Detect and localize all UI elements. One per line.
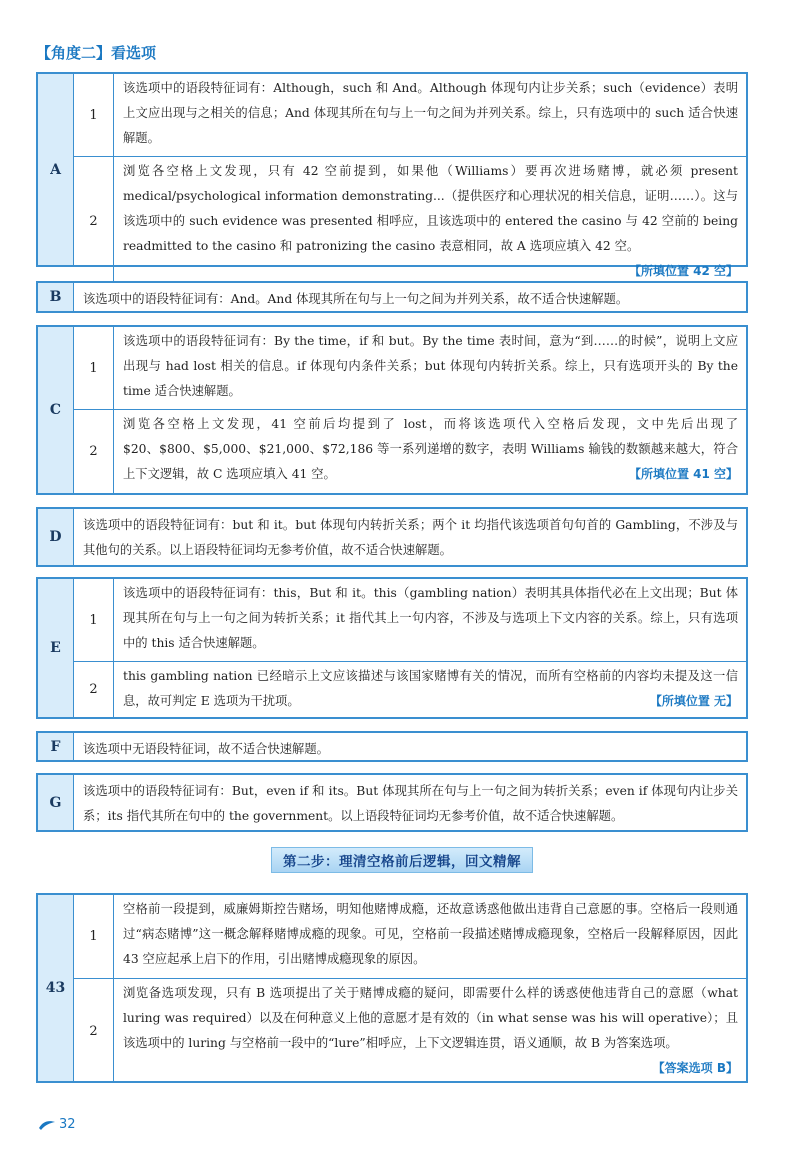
- analysis-row: [74, 579, 746, 661]
- option-letter: D: [38, 509, 74, 565]
- option-block-b: [36, 281, 748, 313]
- row-text: 该选项中的语段特征词有：But，even if 和 its。But 体现其所在句与上一句之间为转折关系；even if 体现句内让步关系；its 指代其所在句中的 the government。以上语段特征词均无参考价值，故不适合快速解题。: [83, 784, 738, 823]
- option-block-f: [36, 731, 748, 762]
- option-letter: E: [38, 579, 74, 717]
- blank-number-label: 43: [38, 895, 74, 1081]
- row-number: 1: [74, 579, 114, 661]
- row-number: 1: [74, 895, 114, 978]
- row-body: 浏览备选项发现，只有 B 选项提出了关于赌博成瘾的疑问，即需要什么样的诱惑使他违背自己的意愿（what luring was required）以及在何种意义上他的意愿才是有效的（in what sense was his will operative）；且该选项中的 luring 与空格前一段中的“lure”相呼应，上下文逻辑连贯，语义通顺，故 B 为答案选项。: [123, 986, 738, 1050]
- row-text: 该选项中的语段特征词有：Although，such 和 And。Although 体现句内让步关系；such（evidence）表明上文应出现与之相关的信息；And 体现其所在句与上一句之间为并列关系。综上，只有选项中的 such 适合快速解题。: [123, 81, 738, 145]
- fill-position-tag: 【所填位置 42 空】: [628, 264, 738, 278]
- row-text: [114, 979, 746, 1083]
- row-number: 1: [74, 327, 114, 409]
- fill-position-tag: 【所填位置 无】: [649, 694, 738, 708]
- page-number-text: 32: [59, 1117, 76, 1132]
- page-number: [38, 1117, 76, 1132]
- option-block-d: [36, 507, 748, 567]
- analysis-row: [74, 978, 746, 1083]
- swoosh-icon: [38, 1119, 56, 1131]
- row-body: 浏览各空格上文发现，41 空前后均提到了 lost，而将该选项代入空格后发现，文中先后出现了 $20、$800、$5,000、$21,000、$72,186 等一系列递增的数字，表明 Williams 输钱的数额越来越大，符合上下文逻辑，故 C 选项应填入 41 空。: [123, 417, 738, 481]
- analysis-row: [74, 895, 746, 978]
- row-number: 2: [74, 979, 114, 1083]
- analysis-row: [74, 409, 746, 493]
- row-text: 空格前一段提到，威廉姆斯控告赌场，明知他赌博成瘾，还故意诱惑他做出违背自己意愿的事。空格后一段则通过“病态赌博”这一概念解释赌博成瘾的现象。可见，空格前一段描述赌博成瘾现象，空格后一段解释原因，因此 43 空应起承上启下的作用，引出赌博成瘾现象的原因。: [123, 902, 738, 966]
- analysis-row: [74, 156, 746, 286]
- row-text: 该选项中无语段特征词，故不适合快速解题。: [83, 742, 329, 756]
- row-text: 该选项中的语段特征词有：but 和 it。but 体现句内转折关系；两个 it 均指代该选项首句句首的 Gambling，不涉及与其他句的关系。以上语段特征词均无参考价值，故不适合快速解题。: [83, 518, 738, 557]
- row-text: 该选项中的语段特征词有：By the time，if 和 but。By the time 表时间，意为“到……的时候”，说明上文应出现与 had lost 相关的信息。if 体现句内条件关系；but 体现句内转折关系。综上，只有选项开头的 By the time 适合快速解题。: [123, 334, 738, 398]
- analysis-row: [74, 74, 746, 156]
- row-text: 该选项中的语段特征词有：And。And 体现其所在句与上一句之间为并列关系，故不适合快速解题。: [83, 292, 629, 306]
- row-body: 浏览各空格上文发现，只有 42 空前提到，如果他（Williams）要再次进场赌博，就必须 present medical/psychological information demonstrating...（提供医疗和心理状况的相关信息，证明……）。这与该选项中的 such evidence was presented 相呼应，且该选项中的 entered the casino 与 42 空前的 being readmitted to the casino 和 patronizing the casino 表意相同，故 A 选项应填入 42 空。: [123, 164, 738, 253]
- row-text: [114, 157, 746, 286]
- option-block-g: [36, 773, 748, 832]
- row-text: [114, 410, 746, 493]
- answer-option-tag: 【答案选项 B】: [652, 1061, 738, 1075]
- option-block-a: [36, 72, 748, 278]
- answer-block-43: [36, 893, 748, 1083]
- option-block-c: [36, 325, 748, 495]
- option-letter: C: [38, 327, 74, 493]
- option-block-e: [36, 577, 748, 719]
- section-heading: 【角度二】看选项: [36, 44, 157, 62]
- row-text: 该选项中的语段特征词有：this，But 和 it。this（gambling nation）表明其具体指代必在上文出现；But 体现其所在句与上一句之间为转折关系；it 指代其上一句内容，不涉及与选项上下文内容的关系。综上，只有选项中的 this 适合快速解题。: [123, 586, 738, 650]
- row-number: 2: [74, 157, 114, 286]
- analysis-row: [74, 661, 746, 717]
- option-letter: F: [38, 733, 74, 760]
- row-number: 1: [74, 74, 114, 156]
- option-letter: A: [38, 74, 74, 265]
- analysis-row: [74, 327, 746, 409]
- option-letter: B: [38, 283, 74, 311]
- row-text: [114, 662, 746, 717]
- row-number: 2: [74, 410, 114, 493]
- option-letter: G: [38, 775, 74, 830]
- row-number: 2: [74, 662, 114, 717]
- step-two-banner: 第二步：理清空格前后逻辑，回文精解: [271, 847, 533, 873]
- row-body: this gambling nation 已经暗示上文应该描述与该国家赌博有关的情况，而所有空格前的内容均未提及这一信息，故可判定 E 选项为干扰项。: [123, 669, 738, 708]
- fill-position-tag: 【所填位置 41 空】: [628, 467, 738, 481]
